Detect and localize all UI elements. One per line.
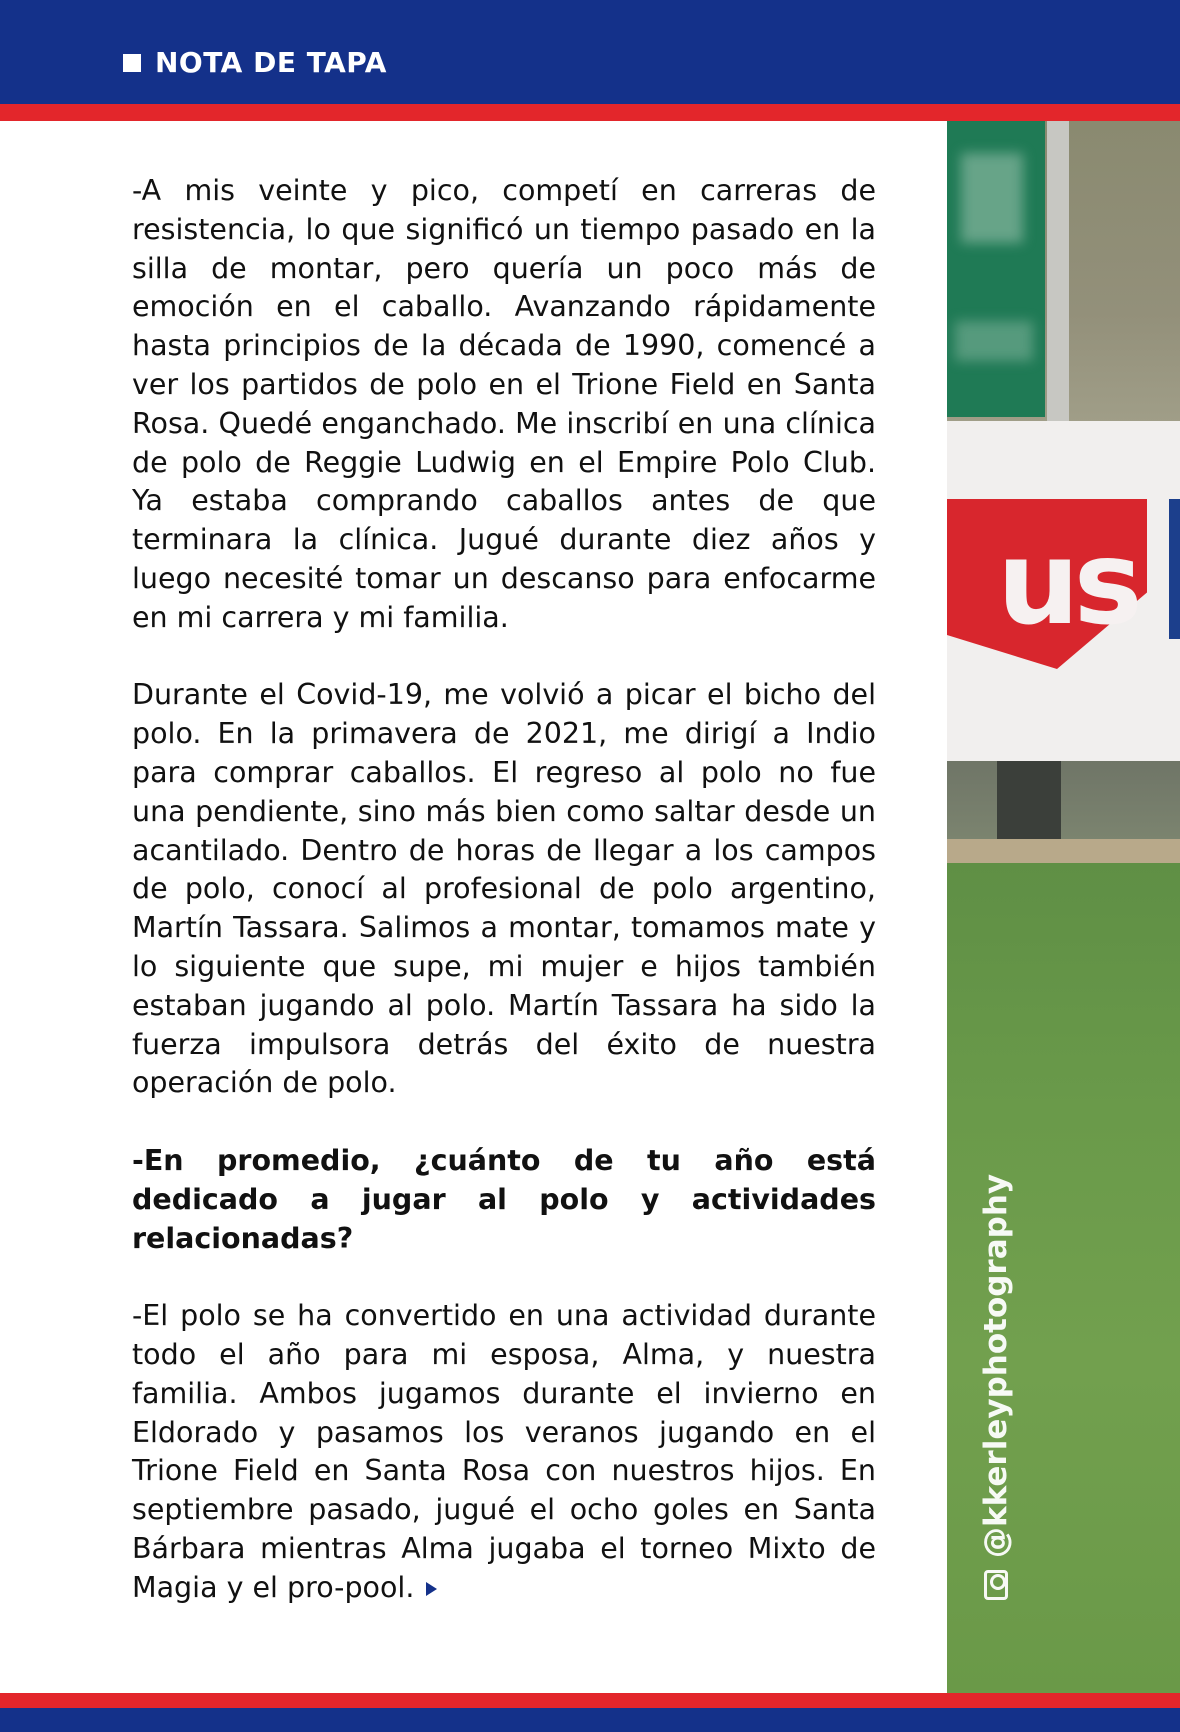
section-label <box>123 46 387 79</box>
square-bullet-icon <box>123 54 141 72</box>
sponsor-shield-text: us <box>997 516 1137 651</box>
paragraph-4-text: -El polo se ha convertido en una actividad durante todo el año para mi esposa, Alma, y nuestra familia. Ambos jugamos durante el invierno en Eldorado y pasamos los veranos jugando en el Trione Field en Santa Rosa con nuestros hijos. En septiembre pasado, jugué el ocho goles en Santa Bárbara mientras Alma jugaba el torneo Mixto de Magia y el pro-pool. <box>132 1299 876 1604</box>
footer-red-stripe <box>0 1693 1180 1708</box>
triangle-right-icon <box>426 1582 437 1596</box>
paragraph-4 <box>132 1297 876 1607</box>
photo-credit <box>978 1174 1014 1600</box>
article-body <box>132 172 876 1646</box>
photo-fence <box>947 761 1180 851</box>
section-label-text: NOTA DE TAPA <box>155 46 387 79</box>
green-sign <box>947 121 1045 417</box>
paragraph-2: Durante el Covid-19, me volvió a picar el bicho del polo. En la primavera de 2021, me dirigí a Indio para comprar caballos. El regreso al polo no fue una pendiente, sino más bien como saltar desde un acantilado. Dentro de horas de llegar a los campos de polo, conocí al profesional de polo argentino, Martín Tassara. Salimos a montar, tomamos mate y lo siguiente que supe, mi mujer e hijos también estaban jugando al polo. Martín Tassara ha sido la fuerza impulsora detrás del éxito de nuestra operación de polo. <box>132 678 876 1100</box>
header-red-stripe <box>0 104 1180 121</box>
sponsor-banner-edge <box>1169 499 1180 639</box>
photo-pole <box>1047 121 1069 421</box>
interview-question: -En promedio, ¿cuánto de tu año está dedicado a jugar al polo y actividades relacionadas? <box>132 1143 876 1255</box>
camera-icon <box>984 1570 1008 1600</box>
paragraph-1: -A mis veinte y pico, competí en carreras de resistencia, lo que significó un tiempo pasado en la silla de montar, pero quería un poco más de emoción en el caballo. Avanzando rápidamente hasta principios de la década de 1990, comencé a ver los partidos de polo en el Trione Field en Santa Rosa. Quedé enganchado. Me inscribí en una clínica de polo de Reggie Ludwig en el Empire Polo Club. Ya estaba comprando caballos antes de que terminara la clínica. Jugué durante diez años y luego necesité tomar un descanso para enfocarme en mi carrera y mi familia. <box>132 174 876 634</box>
photo-dirt-strip <box>947 839 1180 863</box>
photo-credit-text: @kkerleyphotography <box>978 1173 1014 1558</box>
footer-bar <box>0 1708 1180 1732</box>
header-bar <box>0 0 1180 104</box>
